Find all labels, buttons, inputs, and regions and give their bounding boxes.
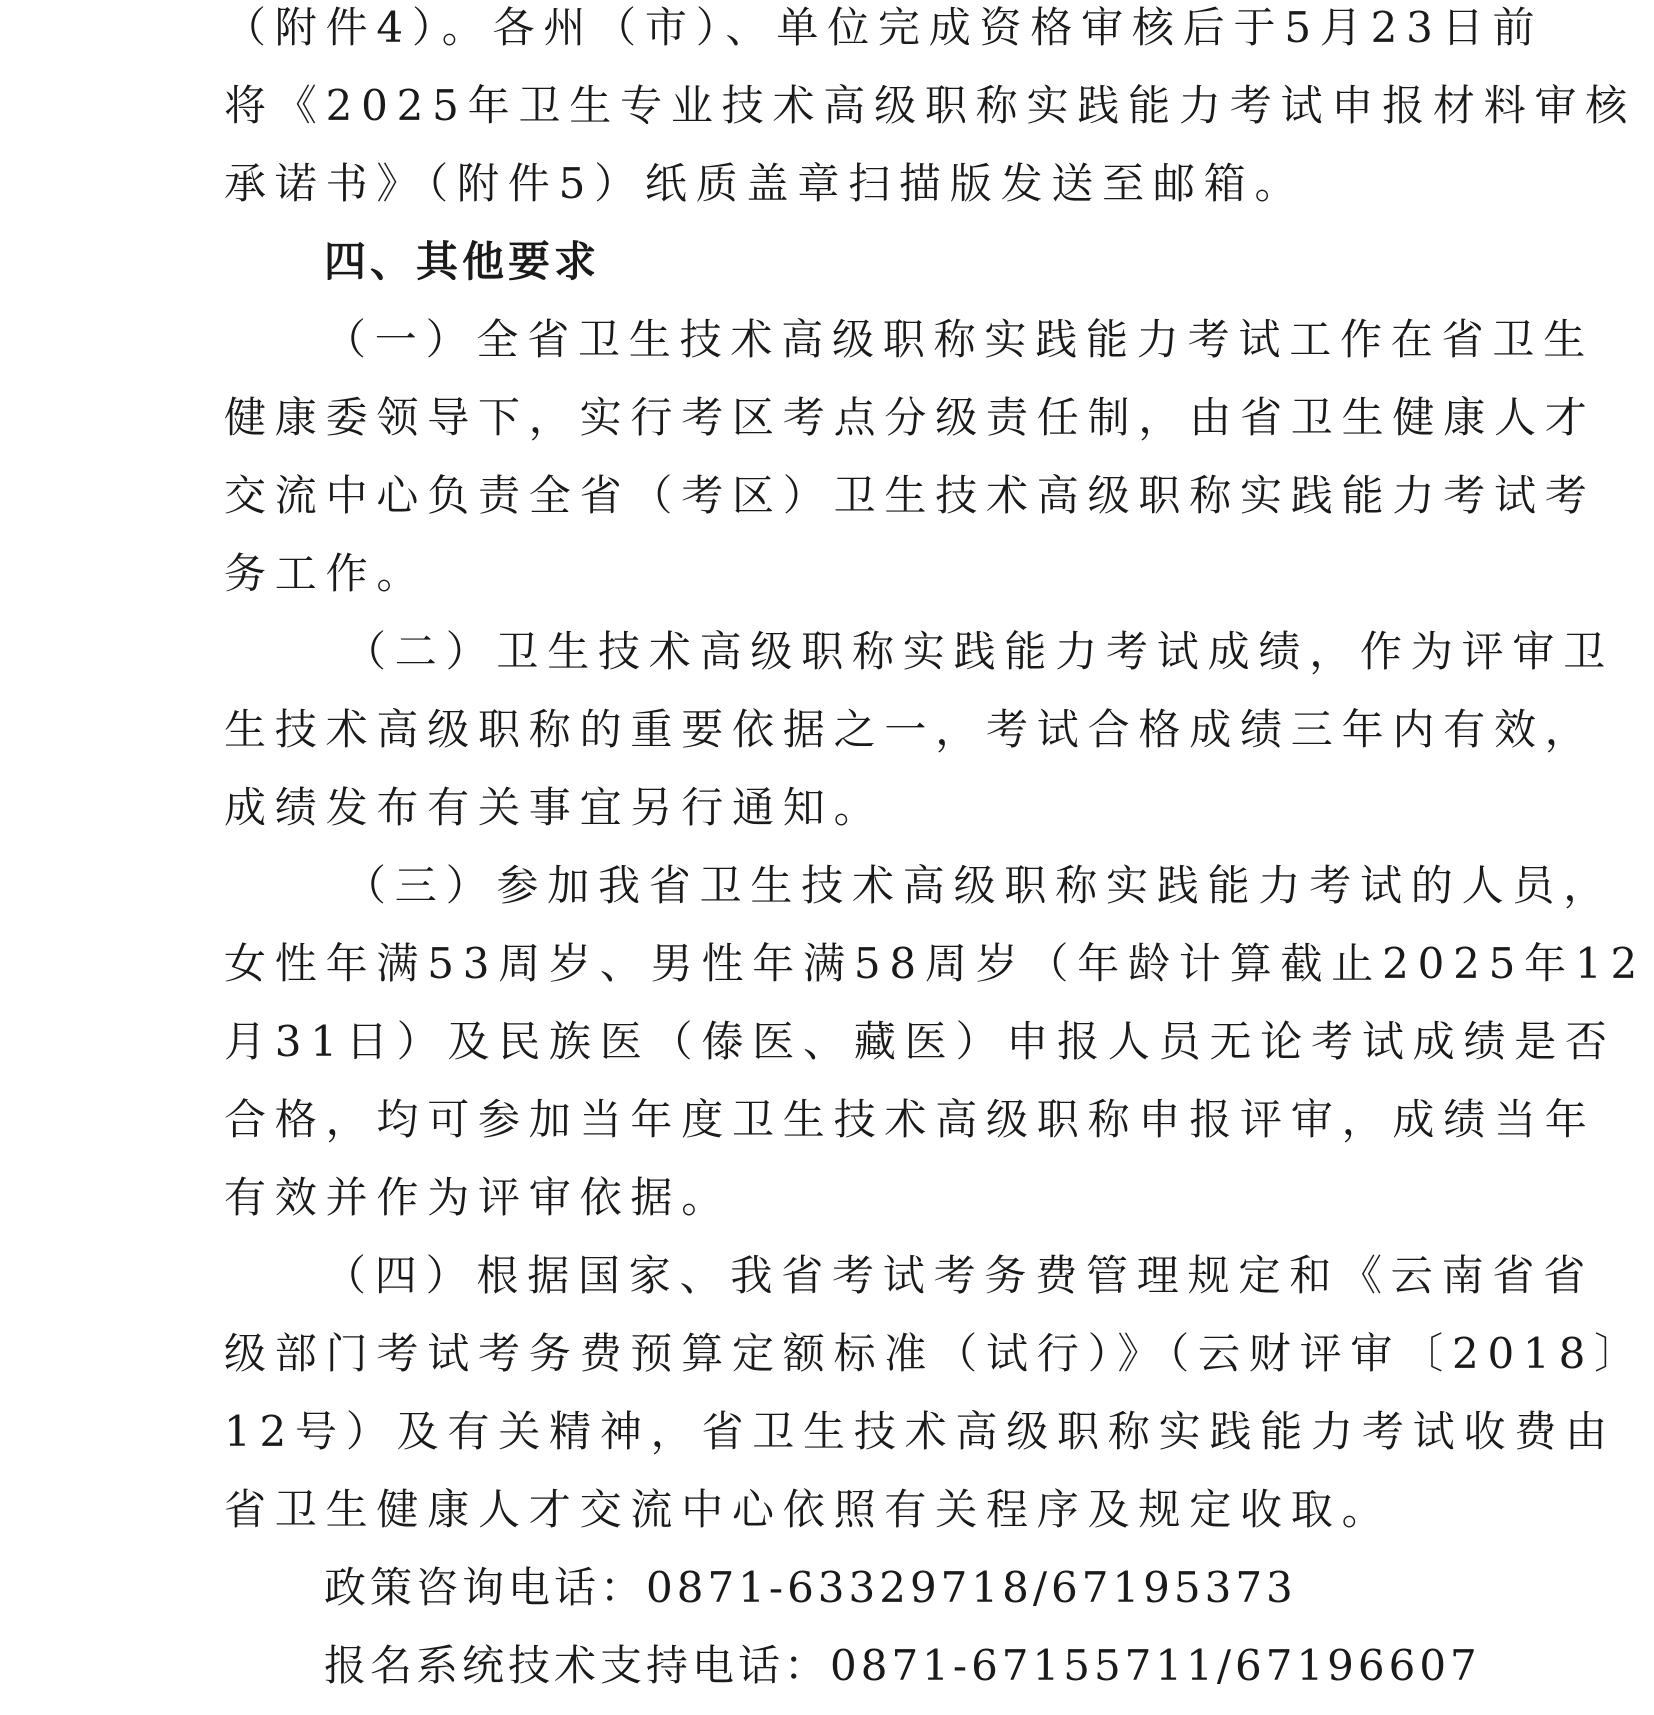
paragraph-line: （附件4）。各州（市）、单位完成资格审核后于5月23日前 [224, 3, 1544, 52]
paragraph-line: 合格，均可参加当年度卫生技术高级职称申报评审，成绩当年 [224, 1095, 1596, 1144]
paragraph-line: 务工作。 [224, 549, 428, 598]
paragraph-line: 级部门考试考务费预算定额标准（试行）》（云财评审〔2018〕 [224, 1329, 1645, 1378]
paragraph-line: 省卫生健康人才交流中心依照有关程序及规定收取。 [224, 1485, 1393, 1534]
section-heading: 四、其他要求 [324, 237, 601, 286]
paragraph-line: （一）全省卫生技术高级职称实践能力考试工作在省卫生 [324, 315, 1595, 364]
paragraph-line: 生技术高级职称的重要依据之一，考试合格成绩三年内有效， [224, 705, 1596, 754]
paragraph-line: 12号）及有关精神，省卫生技术高级职称实践能力考试收费由 [224, 1407, 1616, 1456]
paragraph-line: （四）根据国家、我省考试考务费管理规定和《云南省省 [324, 1251, 1595, 1300]
policy-phone-line: 政策咨询电话：0871-63329718/67195373 [324, 1563, 1297, 1612]
paragraph-line: 健康委领导下，实行考区考点分级责任制，由省卫生健康人才 [224, 393, 1596, 442]
paragraph-line: 有效并作为评审依据。 [224, 1173, 733, 1222]
paragraph-line: （二）卫生技术高级职称实践能力考试成绩，作为评审卫 [344, 627, 1615, 676]
paragraph-line: 女性年满53周岁、男性年满58周岁（年龄计算截止2025年12 [224, 939, 1647, 988]
paragraph-line: 承诺书》（附件5）纸质盖章扫描版发送至邮箱。 [224, 159, 1306, 208]
paragraph-line: （三）参加我省卫生技术高级职称实践能力考试的人员， [344, 861, 1615, 910]
paragraph-line: 成绩发布有关事宜另行通知。 [224, 783, 885, 832]
tech-support-phone-line: 报名系统技术支持电话：0871-67155711/67196607 [324, 1641, 1481, 1690]
paragraph-line: 交流中心负责全省（考区）卫生技术高级职称实践能力考试考 [224, 471, 1596, 520]
paragraph-line: 将《2025年卫生专业技术高级职称实践能力考试申报材料审核 [224, 81, 1637, 130]
paragraph-line: 月31日）及民族医（傣医、藏医）申报人员无论考试成绩是否 [224, 1017, 1616, 1066]
